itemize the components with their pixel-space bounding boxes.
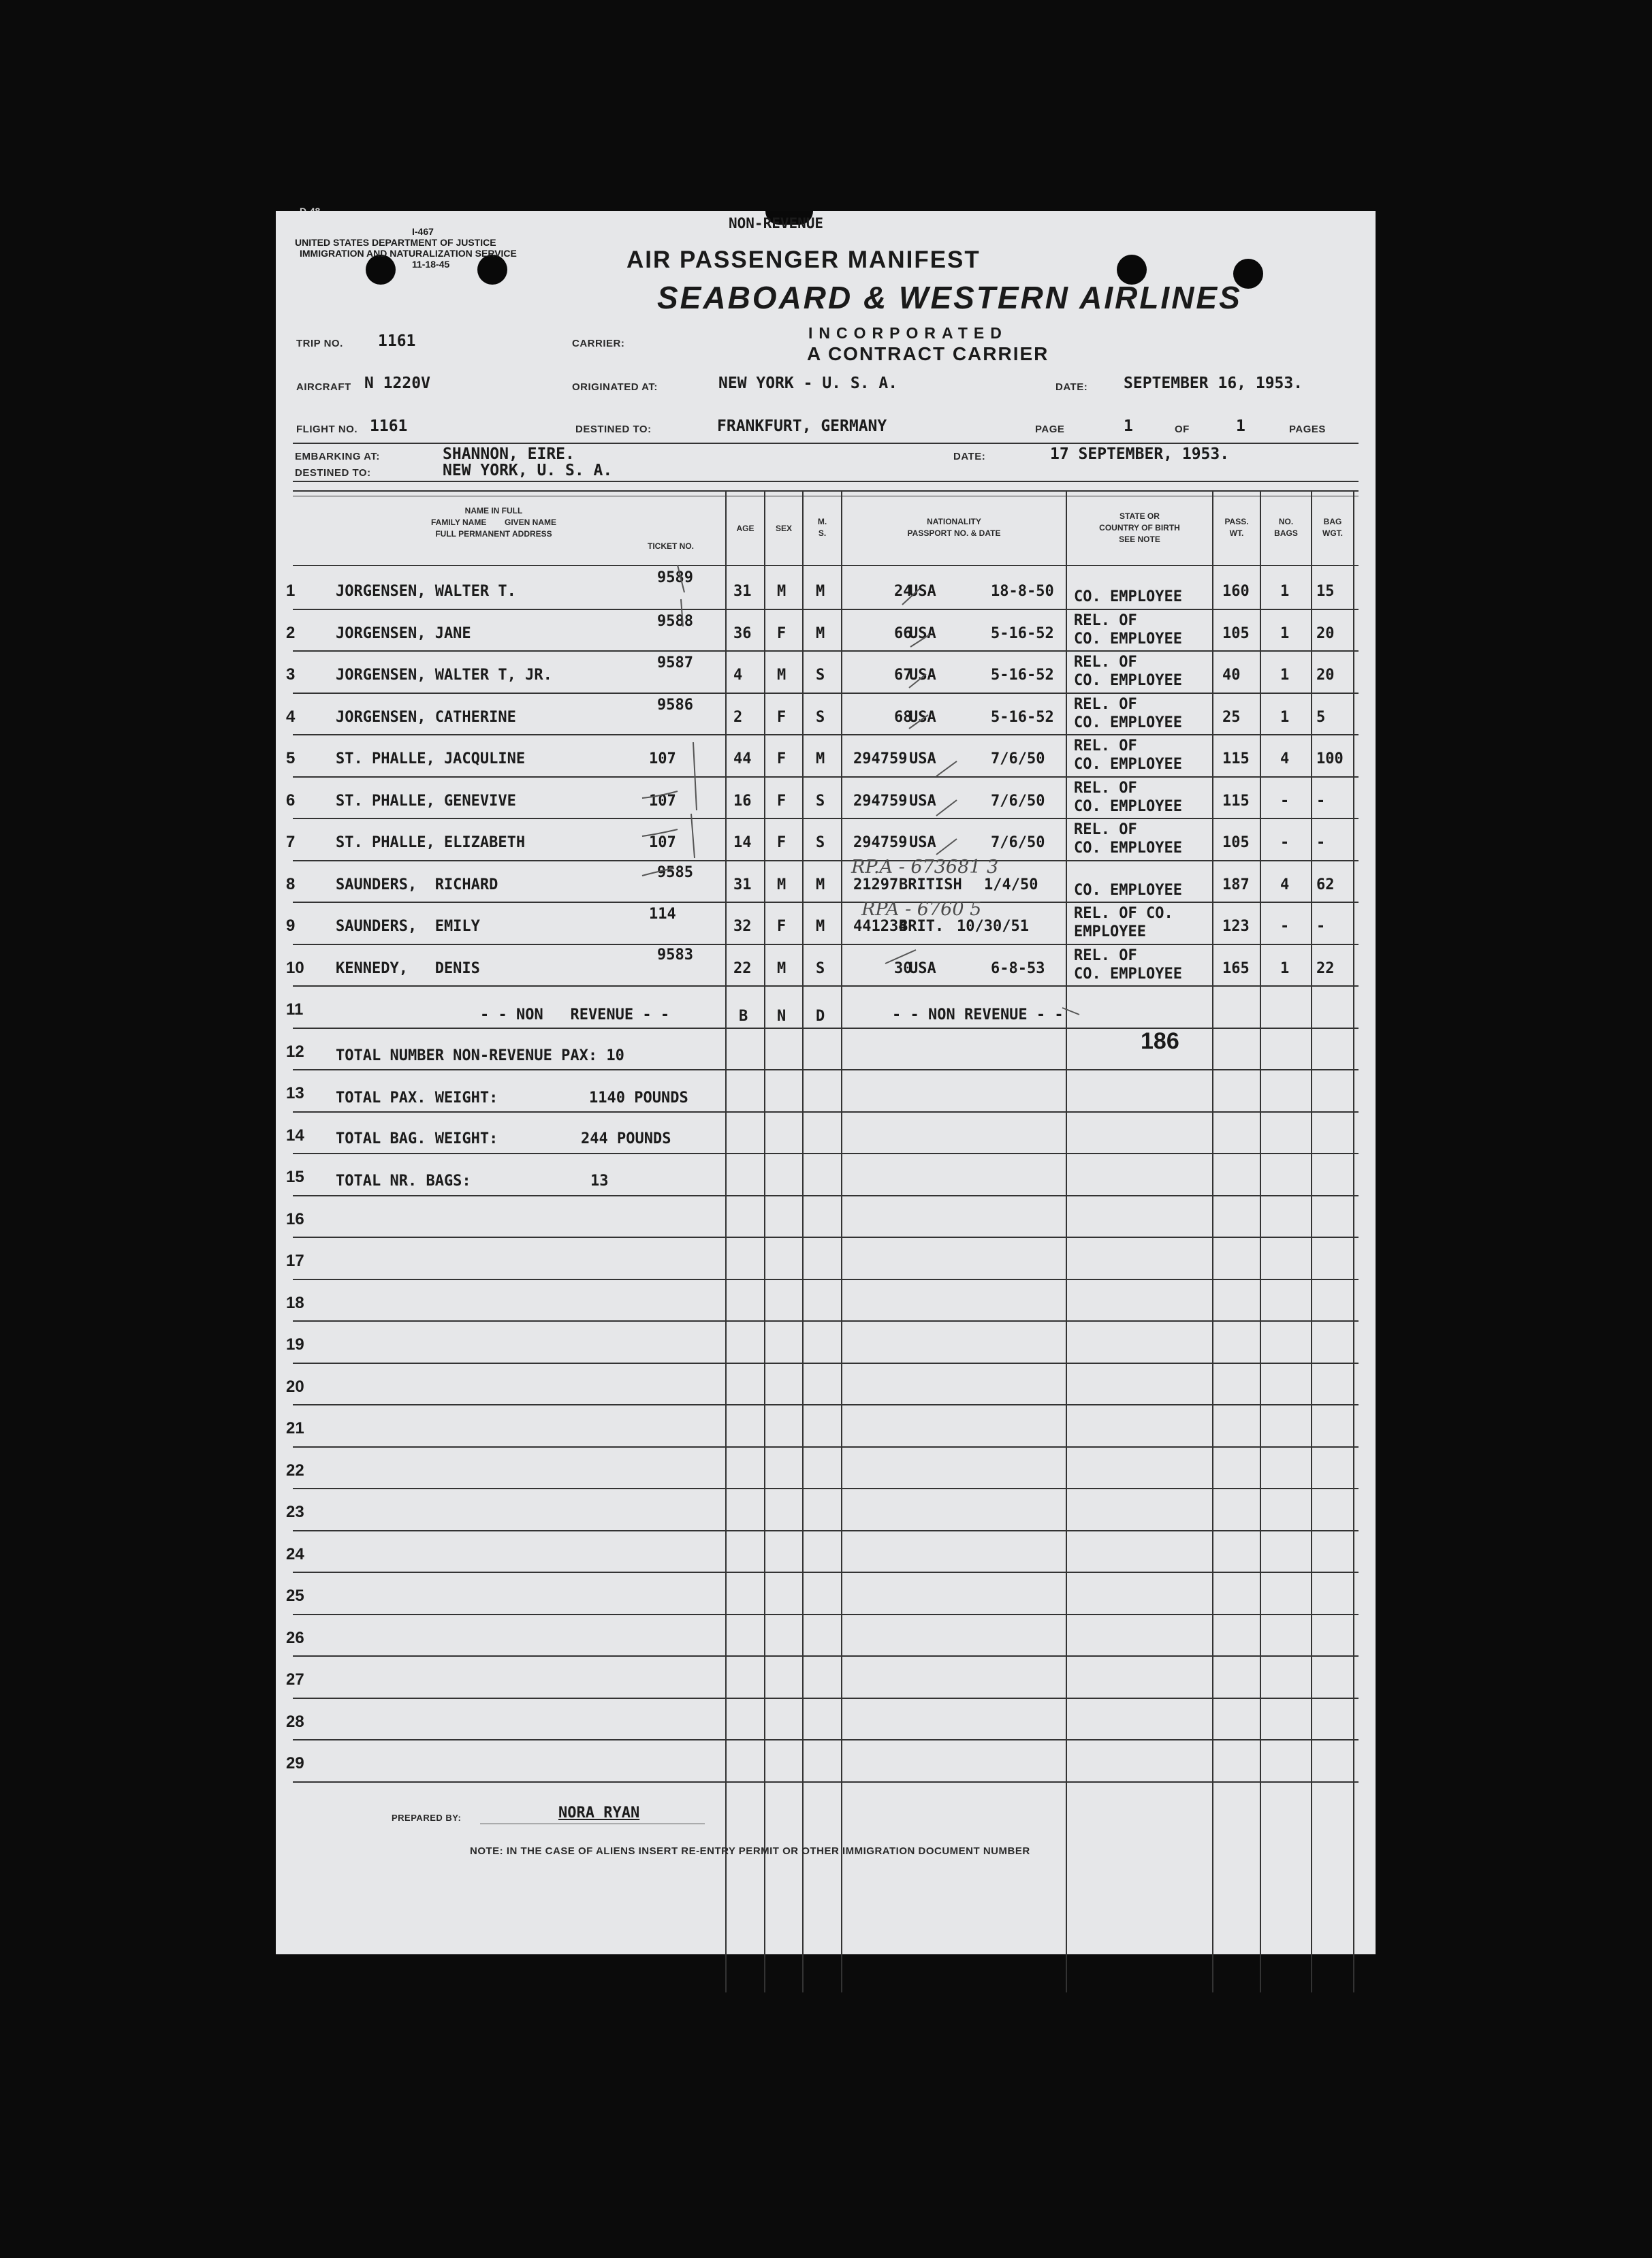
row-ticket: 107 [649,750,676,767]
row-pass-weight: 25 [1222,708,1241,726]
row-number: 13 [286,1084,304,1102]
row-ms: S [816,792,825,810]
row-number: 20 [286,1377,304,1396]
row-line [293,1404,1359,1405]
carrier-label: CARRIER: [572,338,625,349]
row-ticket: 9587 [657,654,693,671]
handwritten-rpa-1: RP.A - 673681 3 [851,857,999,878]
row-ticket: 9586 [657,696,693,714]
row-ticket: 107 [649,834,676,851]
row-bag-weight: - [1316,918,1326,935]
col-header-name-line1: NAME IN FULL [464,506,523,515]
row-passport: 21297 [853,876,899,893]
row-bag-weight: 5 [1316,708,1326,726]
row-name: SAUNDERS, EMILY [336,918,480,935]
row-number: 2 [286,623,296,642]
row-age: 44 [733,750,752,767]
col-header-bag-wt-line2: WGT. [1322,528,1343,538]
col-line-bags-bagwt [1311,490,1312,1992]
col-header-no-bags-line1: NO. [1278,517,1294,526]
row-passport-date: 10/30/51 [957,918,1029,935]
col-header-pass-wt-line2: WT. [1229,528,1244,538]
row-sex: M [777,876,787,893]
date-value: SEPTEMBER 16, 1953. [1124,375,1303,392]
row-line [293,1069,1359,1070]
col-header-birth-line3: SEE NOTE [1119,535,1160,544]
col-header-name [371,505,616,540]
row-ms: S [816,959,825,977]
row-name: JORGENSEN, WALTER T, JR. [336,667,552,684]
originated-label: ORIGINATED AT: [572,381,658,393]
col-header-age: AGE [736,524,754,533]
col-line-wt-bags [1260,490,1261,1992]
row-number: 29 [286,1754,304,1772]
row-passport: 67 [894,667,912,684]
row-age: 14 [733,834,752,851]
row-number: 23 [286,1503,304,1521]
col-header-ms-line1: M. [817,517,827,526]
date2-label: DATE: [953,451,986,462]
row-country: BRIT. [899,918,944,935]
row-line [293,1739,1359,1740]
row-name: JORGENSEN, JANE [336,624,471,642]
col-header-no-bags-line2: BAGS [1274,528,1298,538]
row-number: 15 [286,1168,304,1186]
row-bag-count: 1 [1280,624,1290,642]
row-age: 36 [733,624,752,642]
row-passport-date: 6-8-53 [991,959,1045,977]
row-bag-weight: 62 [1316,876,1335,893]
row-line [293,1446,1359,1448]
row-ticket: 107 [649,792,676,810]
row-number: 9 [286,917,296,935]
row-number: 7 [286,833,296,851]
col-header-ms [804,516,841,539]
date-label: DATE: [1055,381,1088,393]
row-bag-count: - [1280,918,1290,935]
col-line-age-sex [764,490,765,1992]
row-line [293,985,1359,987]
department-line-1: UNITED STATES DEPARTMENT OF JUSTICE [295,237,496,248]
pages-label: PAGES [1289,424,1326,435]
row-number: 1 [286,582,296,600]
row-line [293,734,1359,735]
row-birth-line: REL. OF [1074,821,1137,838]
row-line [293,776,1359,778]
row-line [293,1195,1359,1196]
row-ticket: 114 [649,906,676,923]
col-header-name-line3: FULL PERMANENT ADDRESS [435,529,552,539]
total-pax-weight-value: 1140 POUNDS [589,1090,688,1107]
row-bag-count: - [1280,834,1290,851]
row-name: JORGENSEN, WALTER T. [336,583,516,600]
row-country: USA [909,583,936,600]
row-birth-line: CO. EMPLOYEE [1074,588,1182,605]
col-line-ms-nat [841,490,842,1992]
row-passport-date: 5-16-52 [991,624,1054,642]
row-age: 22 [733,959,752,977]
row-country: USA [909,667,936,684]
row-ms: S [816,708,825,726]
punch-hole-2 [477,255,507,285]
row-number: 27 [286,1670,304,1689]
handwritten-rpa-2: RPA - 6760 5 [861,899,982,920]
total-nr-bags-value: 13 [590,1173,609,1190]
row-sex: M [777,667,787,684]
row-birth [1074,904,1173,941]
row-birth-line: REL. OF [1074,611,1137,629]
row-passport-date: 5-16-52 [991,708,1054,726]
row-birth-line: CO. EMPLOYEE [1074,965,1182,983]
row-line [293,1320,1359,1322]
prepared-by-value: NORA RYAN [558,1804,640,1822]
row-birth-line: REL. OF [1074,779,1137,797]
aircraft-value: N 1220V [364,375,430,392]
row-number: 22 [286,1461,304,1480]
row-age: 32 [733,918,752,935]
row-ms: M [816,624,825,642]
row-number: 19 [286,1335,304,1354]
row-age: 2 [733,708,743,726]
row-line [293,1028,1359,1029]
row-ms: S [816,667,825,684]
row-line [293,1781,1359,1783]
row-number: 24 [286,1544,304,1563]
row-name: KENNEDY, DENIS [336,959,480,977]
manifest-title: AIR PASSENGER MANIFEST [626,247,981,273]
row-line [293,1530,1359,1531]
row-passport-date: 18-8-50 [991,583,1054,600]
col-header-bag-wt [1312,516,1353,539]
date2-value: 17 SEPTEMBER, 1953. [1050,445,1230,463]
row-birth-line [1074,569,1182,588]
row-passport: 66 [894,624,912,642]
immigration-note: NOTE: IN THE CASE OF ALIENS INSERT RE-ENTRY PERMIT OR OTHER IMMIGRATION DOCUMENT NUMBER [470,1845,1030,1857]
originated-value: NEW YORK - U. S. A. [718,375,898,392]
handwritten-total-186: 186 [1141,1028,1179,1054]
row-birth [1074,737,1182,774]
col-header-nationality-line2: PASSPORT NO. & DATE [907,528,1001,538]
total-pax-weight-label: TOTAL PAX. WEIGHT: [336,1090,498,1107]
row-ticket: 9588 [657,612,693,630]
row-bag-weight: 15 [1316,583,1335,600]
row-sex: F [777,624,787,642]
row-line [293,1488,1359,1489]
destined-to-value: NEW YORK, U. S. A. [443,462,613,479]
row-line [293,1655,1359,1657]
destined-to-label: DESTINED TO: [295,467,371,479]
destined-value: FRANKFURT, GERMANY [717,417,887,435]
row-country: USA [909,834,936,851]
page-label: PAGE [1035,424,1065,435]
header-divider-1 [293,443,1359,444]
row-number: 4 [286,707,296,726]
row11-nationality: - - NON REVENUE - - [892,1006,1064,1023]
row-bag-weight: - [1316,792,1326,810]
row-bag-count: 1 [1280,708,1290,726]
row-number: 12 [286,1042,304,1061]
row-bag-count: 1 [1280,583,1290,600]
row-birth-line: CO. EMPLOYEE [1074,714,1182,731]
row-bag-count: 4 [1280,876,1290,893]
row-number: 21 [286,1419,304,1437]
row-number: 17 [286,1252,304,1270]
row-birth-line: CO. EMPLOYEE [1074,797,1182,815]
aircraft-label: AIRCRAFT [296,381,351,393]
row-birth [1074,611,1182,648]
row-birth-line: REL. OF [1074,947,1137,964]
airline-name: SEABOARD & WESTERN AIRLINES [657,280,1242,315]
row-number: 16 [286,1209,304,1228]
row-country: USA [909,624,936,642]
row-passport: 30 [894,959,912,977]
row11-ms: D [816,1008,825,1025]
form-number: I-467 [412,226,434,237]
total-non-revenue-pax: TOTAL NUMBER NON-REVENUE PAX: 10 [336,1047,624,1064]
row-line [293,944,1359,945]
row-country: USA [909,750,936,767]
table-top-line [293,490,1359,492]
row-bag-count: 1 [1280,959,1290,977]
punch-hole-1 [366,255,396,285]
non-revenue-stamp: NON-REVENUE [729,215,824,232]
total-bag-weight-value: 244 POUNDS [581,1130,671,1147]
row-age: 31 [733,876,752,893]
row-sex: M [777,959,787,977]
row-passport: 68 [894,708,912,726]
row-birth-line [1074,863,1182,881]
row-number: 3 [286,665,296,684]
row-bag-count: 4 [1280,750,1290,767]
row-ms: M [816,750,825,767]
row-name: SAUNDERS, RICHARD [336,876,498,893]
incorporated-label: INCORPORATED [808,324,1008,342]
col-header-nationality [842,516,1066,539]
col-header-ms-line2: S. [818,528,827,538]
row-number: 6 [286,791,296,810]
row-name: ST. PHALLE, JACQULINE [336,750,526,767]
row-number: 8 [286,874,296,893]
row-birth-line: CO. EMPLOYEE [1074,881,1182,899]
row-ms: M [816,876,825,893]
row-sex: F [777,918,787,935]
row-ms: M [816,918,825,935]
row-line [293,1279,1359,1280]
row-birth-line: CO. EMPLOYEE [1074,672,1182,689]
col-line-nat-birth [1066,490,1067,1992]
row-ticket: 9585 [657,863,693,881]
row-country: BRITISH [899,876,962,893]
row-line [293,818,1359,819]
row-pass-weight: 115 [1222,750,1250,767]
col-header-ticket: TICKET NO. [648,541,694,551]
row-line [293,1153,1359,1154]
row-line [293,902,1359,903]
row-number: 10 [286,958,304,977]
row-passport-date: 7/6/50 [991,792,1045,810]
row-passport-date: 5-16-52 [991,667,1054,684]
row-line [293,1363,1359,1364]
embarking-value: SHANNON, EIRE. [443,445,575,463]
row-number: 25 [286,1587,304,1605]
row-line [293,1698,1359,1699]
col-header-sex: SEX [775,524,792,533]
col-header-pass-wt [1213,516,1260,539]
row-country: USA [909,792,936,810]
row11-age: B [739,1008,748,1025]
row-pass-weight: 123 [1222,918,1250,935]
row-birth-line: CO. EMPLOYEE [1074,756,1182,773]
row-ticket: 9583 [657,946,693,964]
row-birth [1074,653,1182,690]
row-number: 18 [286,1293,304,1312]
row-pass-weight: 187 [1222,876,1250,893]
col-line-ticket-age [725,490,727,1992]
flight-no-value: 1161 [370,417,408,435]
row-line [293,1614,1359,1615]
row-passport-date: 7/6/50 [991,750,1045,767]
col-header-birth-line1: STATE OR [1119,511,1160,521]
row-sex: F [777,834,787,851]
row-line [293,860,1359,861]
row-bag-weight: - [1316,834,1326,851]
row-number: 5 [286,749,296,767]
manifest-sheet [276,211,1376,1954]
row-line [293,650,1359,652]
row-line [293,1111,1359,1113]
row-name: ST. PHALLE, GENEVIVE [336,792,516,810]
department-line-3: 11-18-45 [412,259,450,270]
row-bag-count: - [1280,792,1290,810]
row-birth [1074,863,1182,900]
row-bag-weight: 20 [1316,667,1335,684]
total-bag-weight-label: TOTAL BAG. WEIGHT: [336,1130,498,1147]
row-pass-weight: 40 [1222,667,1241,684]
col-header-pass-wt-line1: PASS. [1224,517,1249,526]
row-name: ST. PHALLE, ELIZABETH [336,834,526,851]
page-value: 1 [1124,417,1133,435]
col-header-bag-wt-line1: BAG [1323,517,1342,526]
trip-no-label: TRIP NO. [296,338,343,349]
row-birth-line: REL. OF CO. [1074,905,1173,922]
row-passport: 441234 [853,918,908,935]
row-pass-weight: 105 [1222,624,1250,642]
row-birth [1074,821,1182,857]
row-passport-date: 7/6/50 [991,834,1045,851]
row11-name: - - NON REVENUE - - [480,1006,670,1023]
row-passport-date: 1/4/50 [984,876,1038,893]
row-birth [1074,779,1182,816]
row-age: 16 [733,792,752,810]
row-ms: S [816,834,825,851]
row-sex: F [777,750,787,767]
row-birth-line: CO. EMPLOYEE [1074,840,1182,857]
row-age: 4 [733,667,743,684]
header-divider-2 [293,481,1359,482]
row-birth [1074,569,1182,606]
col-line-birth-wt [1212,490,1213,1992]
row-line [293,609,1359,610]
row-pass-weight: 160 [1222,583,1250,600]
col-line-right [1353,490,1354,1992]
row-sex: F [777,792,787,810]
row-age: 31 [733,583,752,600]
row-country: USA [909,708,936,726]
row-sex: M [777,583,787,600]
row-birth-line: REL. OF [1074,695,1137,713]
col-line-sex-ms [802,490,804,1992]
row-ms: M [816,583,825,600]
row11-sex: N [777,1008,787,1025]
header-row-bottom [293,565,1359,566]
trip-no-value: 1161 [378,332,416,350]
col-header-name-line2: FAMILY NAME GIVEN NAME [430,518,557,527]
contract-carrier-label: A CONTRACT CARRIER [807,343,1049,364]
row-line [293,693,1359,694]
row-number: 28 [286,1712,304,1731]
col-header-no-bags [1261,516,1311,539]
total-nr-bags-label: TOTAL NR. BAGS: [336,1173,471,1190]
flight-no-label: FLIGHT NO. [296,424,358,435]
of-label: OF [1175,424,1190,435]
row-line [293,1572,1359,1573]
row-bag-weight: 100 [1316,750,1344,767]
row-bag-weight: 20 [1316,624,1335,642]
prepared-by-label: PREPARED BY: [392,1813,462,1823]
department-line-2: IMMIGRATION AND NATURALIZATION SERVICE [300,248,517,259]
row-pass-weight: 115 [1222,792,1250,810]
row-birth-line: EMPLOYEE [1074,923,1146,940]
pages-total-value: 1 [1236,417,1245,435]
row-bag-weight: 22 [1316,959,1335,977]
embarking-label: EMBARKING AT: [295,451,380,462]
row-sex: F [777,708,787,726]
row-number: 26 [286,1628,304,1647]
row-passport: 24 [894,583,912,600]
col-header-nationality-line1: NATIONALITY [927,517,981,526]
row-ticket: 9589 [657,569,693,586]
row-birth-line: REL. OF [1074,737,1137,754]
row-country: USA [909,959,936,977]
row-passport: 294759 [853,834,908,851]
destined-label: DESTINED TO: [575,424,652,435]
row-passport: 294759 [853,792,908,810]
row-birth [1074,947,1182,983]
row-pass-weight: 165 [1222,959,1250,977]
row-passport: 294759 [853,750,908,767]
row-birth-line: CO. EMPLOYEE [1074,630,1182,648]
row-number: 14 [286,1126,304,1145]
row-line [293,1237,1359,1238]
col-header-birth-line2: COUNTRY OF BIRTH [1099,523,1180,532]
row-birth [1074,695,1182,732]
row-number: 11 [286,1000,304,1019]
row-bag-count: 1 [1280,667,1290,684]
row-birth-line: REL. OF [1074,654,1137,671]
col-header-birth [1067,511,1212,545]
row-name: JORGENSEN, CATHERINE [336,708,516,726]
row-pass-weight: 105 [1222,834,1250,851]
